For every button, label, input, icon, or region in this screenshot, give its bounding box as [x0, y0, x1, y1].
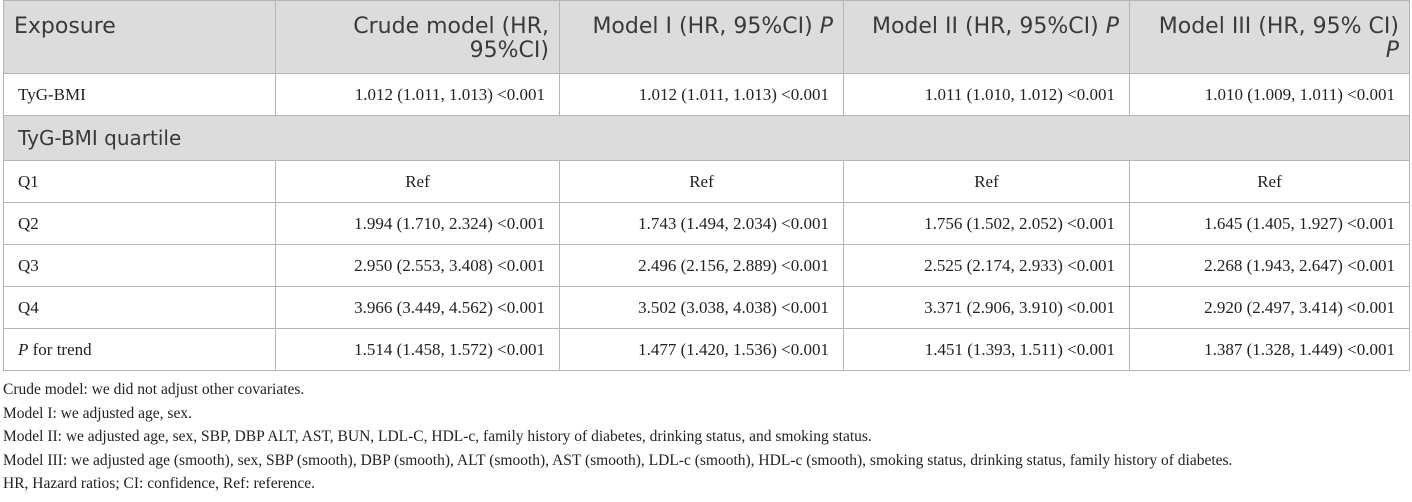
cell-model-2: Ref	[844, 161, 1130, 203]
cell-model-2: 1.011 (1.010, 1.012) <0.001	[844, 74, 1130, 116]
row-label: Q3	[4, 245, 276, 287]
footnote: Model II: we adjusted age, sex, SBP, DBP ALT, AST, BUN, LDL-C, HDL-c, family history of diabetes, drinking status, and smoking status.	[3, 428, 872, 445]
row-label: Q4	[4, 287, 276, 329]
cell-model-3: 2.920 (2.497, 3.414) <0.001	[1130, 287, 1410, 329]
cell-model-1: Ref	[560, 161, 844, 203]
table-row	[4, 203, 1410, 245]
cell-model-1: 2.496 (2.156, 2.889) <0.001	[560, 245, 844, 287]
footnote: Crude model: we did not adjust other covariates.	[3, 381, 305, 398]
table-row	[4, 74, 1410, 116]
table-row	[4, 287, 1410, 329]
section-label: TyG-BMI quartile	[4, 116, 1410, 161]
row-label: TyG-BMI	[4, 74, 276, 116]
section-row	[4, 116, 1410, 161]
cell-crude: 2.950 (2.553, 3.408) <0.001	[276, 245, 560, 287]
cell-model-2: 1.756 (1.502, 2.052) <0.001	[844, 203, 1130, 245]
header-model-1: Model I (HR, 95%CI) P	[560, 1, 844, 74]
cell-model-1: 1.477 (1.420, 1.536) <0.001	[560, 329, 844, 371]
row-label: P for trend	[4, 329, 276, 371]
row-label: Q1	[4, 161, 276, 203]
cell-model-1: 3.502 (3.038, 4.038) <0.001	[560, 287, 844, 329]
cell-model-1: 1.743 (1.494, 2.034) <0.001	[560, 203, 844, 245]
cell-model-3: 1.645 (1.405, 1.927) <0.001	[1130, 203, 1410, 245]
cell-model-3: Ref	[1130, 161, 1410, 203]
header-exposure: Exposure	[4, 1, 276, 74]
cell-model-1: 1.012 (1.011, 1.013) <0.001	[560, 74, 844, 116]
table-header-row	[4, 1, 1410, 74]
cell-model-2: 3.371 (2.906, 3.910) <0.001	[844, 287, 1130, 329]
table-row	[4, 245, 1410, 287]
cell-crude: 1.994 (1.710, 2.324) <0.001	[276, 203, 560, 245]
cell-crude: 3.966 (3.449, 4.562) <0.001	[276, 287, 560, 329]
footnote: HR, Hazard ratios; CI: confidence, Ref: reference.	[3, 475, 316, 492]
cell-model-3: 1.010 (1.009, 1.011) <0.001	[1130, 74, 1410, 116]
table-row	[4, 329, 1410, 371]
cell-model-3: 1.387 (1.328, 1.449) <0.001	[1130, 329, 1410, 371]
header-model-2: Model II (HR, 95%CI) P	[844, 1, 1130, 74]
header-model-3: Model III (HR, 95% CI) P	[1130, 1, 1410, 74]
footnote: Model I: we adjusted age, sex.	[3, 404, 192, 422]
cell-crude: 1.012 (1.011, 1.013) <0.001	[276, 74, 560, 116]
row-label: Q2	[4, 203, 276, 245]
table-footnotes	[3, 378, 1409, 496]
cell-crude: 1.514 (1.458, 1.572) <0.001	[276, 329, 560, 371]
results-table-container	[3, 0, 1409, 496]
cell-model-3: 2.268 (1.943, 2.647) <0.001	[1130, 245, 1410, 287]
cell-crude: Ref	[276, 161, 560, 203]
cell-model-2: 1.451 (1.393, 1.511) <0.001	[844, 329, 1130, 371]
cell-model-2: 2.525 (2.174, 2.933) <0.001	[844, 245, 1130, 287]
hazard-ratio-table	[3, 0, 1410, 371]
footnote: Model III: we adjusted age (smooth), sex, SBP (smooth), DBP (smooth), ALT (smooth), AST (smooth), LDL-c (smooth), HDL-c (smooth), smoking status, drinking status, family history of diabetes.	[3, 451, 1233, 469]
header-crude-model: Crude model (HR, 95%CI)	[276, 1, 560, 74]
table-row	[4, 161, 1410, 203]
